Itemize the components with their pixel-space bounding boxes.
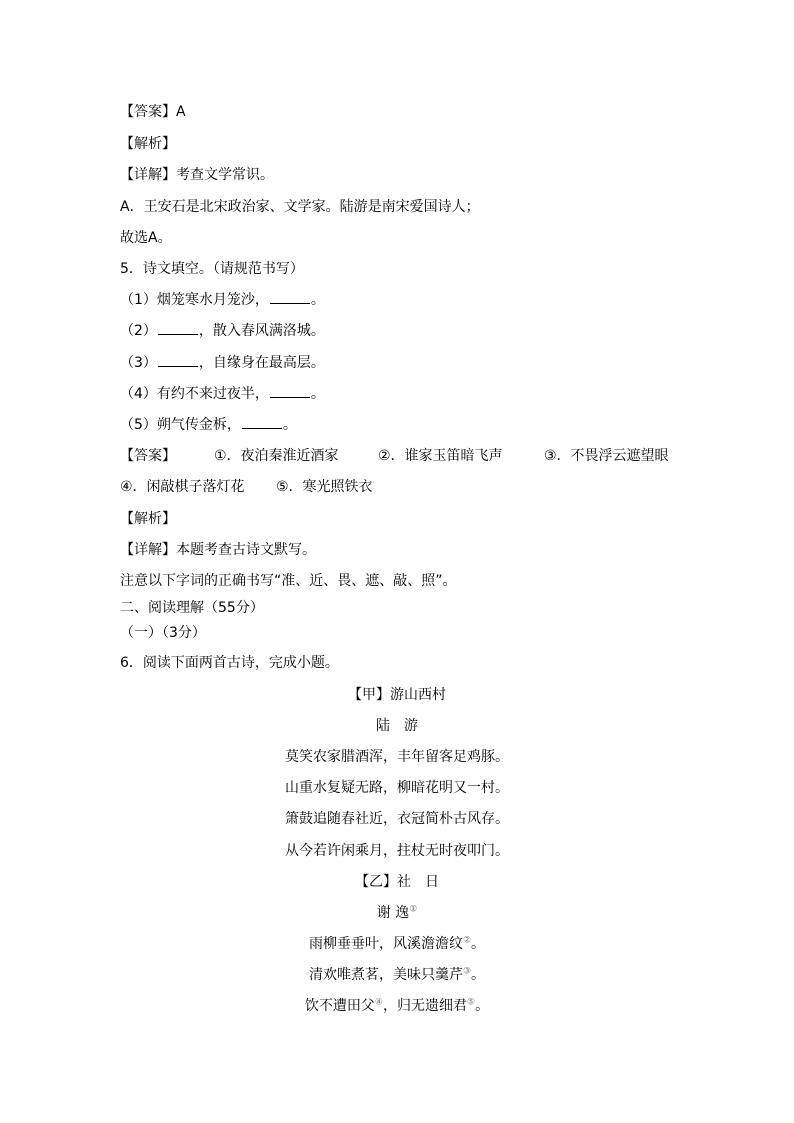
q5-item-text: （3） [120, 355, 157, 371]
q5-item-2 [120, 322, 325, 340]
q4-analysis: 【解析】 [120, 136, 176, 152]
poem1-line-1: 莫笑农家腊酒浑，丰年留客足鸡豚。 [285, 749, 509, 765]
q5-item-text: （1）烟笼寒水月笼沙， [120, 292, 269, 308]
footnote-marker: ② [462, 935, 472, 946]
footnote-marker: ③ [462, 966, 472, 977]
q5-detail: 【详解】本题考查古诗文默写。 [120, 542, 316, 558]
footnote-marker: ④ [374, 997, 383, 1008]
poem2-line-2 [0, 966, 794, 984]
poem1-line-2: 山重水复疑无路，柳暗花明又一村。 [285, 780, 509, 796]
q5-item-5 [120, 416, 297, 434]
poem2-line-3 [0, 997, 794, 1015]
blank-line [158, 354, 198, 367]
q4-option-a: A．王安石是北宋政治家、文学家。陆游是南宋爱国诗人； [120, 199, 480, 215]
q5-answer-row-1 [120, 447, 669, 465]
q5-item-text: （4）有约不来过夜半， [120, 386, 269, 402]
q5-answer-3: ③．不畏浮云遮望眼 [544, 448, 669, 464]
q5-item-4 [120, 385, 325, 403]
section-heading: 二、阅读理解（55分） [120, 600, 264, 616]
q5-answer-row-2 [120, 478, 373, 496]
q5-answer-4: ④．闲敲棋子落灯花 [120, 479, 245, 495]
poem1-line-3: 箫鼓追随春社近，衣冠简朴古风存。 [285, 811, 509, 827]
q5-note: 注意以下字词的正确书写“准、近、畏、遮、敲、照”。 [120, 573, 457, 589]
q6-stem: 6．阅读下面两首古诗，完成小题。 [120, 655, 339, 671]
q4-detail: 【详解】考查文学常识。 [120, 167, 274, 183]
q4-conclusion: 故选A。 [120, 230, 172, 246]
q5-item-text: （2） [120, 323, 157, 339]
q5-item-1 [120, 291, 325, 309]
q5-item-text: （5）朔气传金柝， [120, 417, 241, 433]
poem2-title: 【乙】社 日 [355, 874, 439, 890]
q5-stem: 5．诗文填空。（请规范书写） [120, 261, 304, 277]
poem2-line-text: ，归无遗细君 [383, 998, 467, 1014]
blank-line [242, 416, 282, 429]
q5-item-text: ，自缘身在最高层。 [198, 355, 325, 371]
blank-line [270, 385, 310, 398]
poem1-author: 陆 游 [376, 718, 418, 734]
q5-answer-label: 【答案】 [120, 448, 176, 464]
section-sub: （一）（3分） [120, 625, 206, 641]
poem2-line-1 [0, 935, 794, 953]
q5-analysis: 【解析】 [120, 511, 176, 527]
blank-line [270, 291, 310, 304]
q4-answer: 【答案】A [120, 104, 186, 120]
poem1-line-4: 从今若许闲乘月，拄杖无时夜叩门。 [285, 843, 509, 859]
footnote-marker: ⑤ [467, 997, 476, 1008]
q5-item-3 [120, 354, 325, 372]
q5-answer-5: ⑤．寒光照铁衣 [276, 479, 373, 495]
poem2-line-end: 。 [471, 967, 486, 983]
blank-line [158, 322, 198, 335]
q5-item-text: ，散入春风满洛城。 [198, 323, 325, 339]
q5-item-text: 。 [310, 386, 325, 402]
poem2-line-end: 。 [471, 936, 486, 952]
poem1-title: 【甲】游山西村 [348, 687, 446, 703]
q5-item-text: 。 [282, 417, 297, 433]
poem2-line-text: 饮不遭田父 [304, 998, 375, 1014]
q5-answer-2: ②．谁家玉笛暗飞声 [378, 448, 503, 464]
poem2-line-end: 。 [475, 998, 490, 1014]
q5-answer-1: ①．夜泊秦淮近酒家 [214, 448, 339, 464]
poem2-line-text: 清欢唯煮茗，美味只羹芹 [308, 967, 463, 983]
q5-item-text: 。 [310, 292, 325, 308]
footnote-marker: ① [409, 904, 418, 915]
poem2-author-name: 谢 逸 [376, 905, 410, 921]
poem2-author [0, 904, 794, 922]
poem2-line-text: 雨柳垂垂叶，风溪澹澹纹 [308, 936, 463, 952]
